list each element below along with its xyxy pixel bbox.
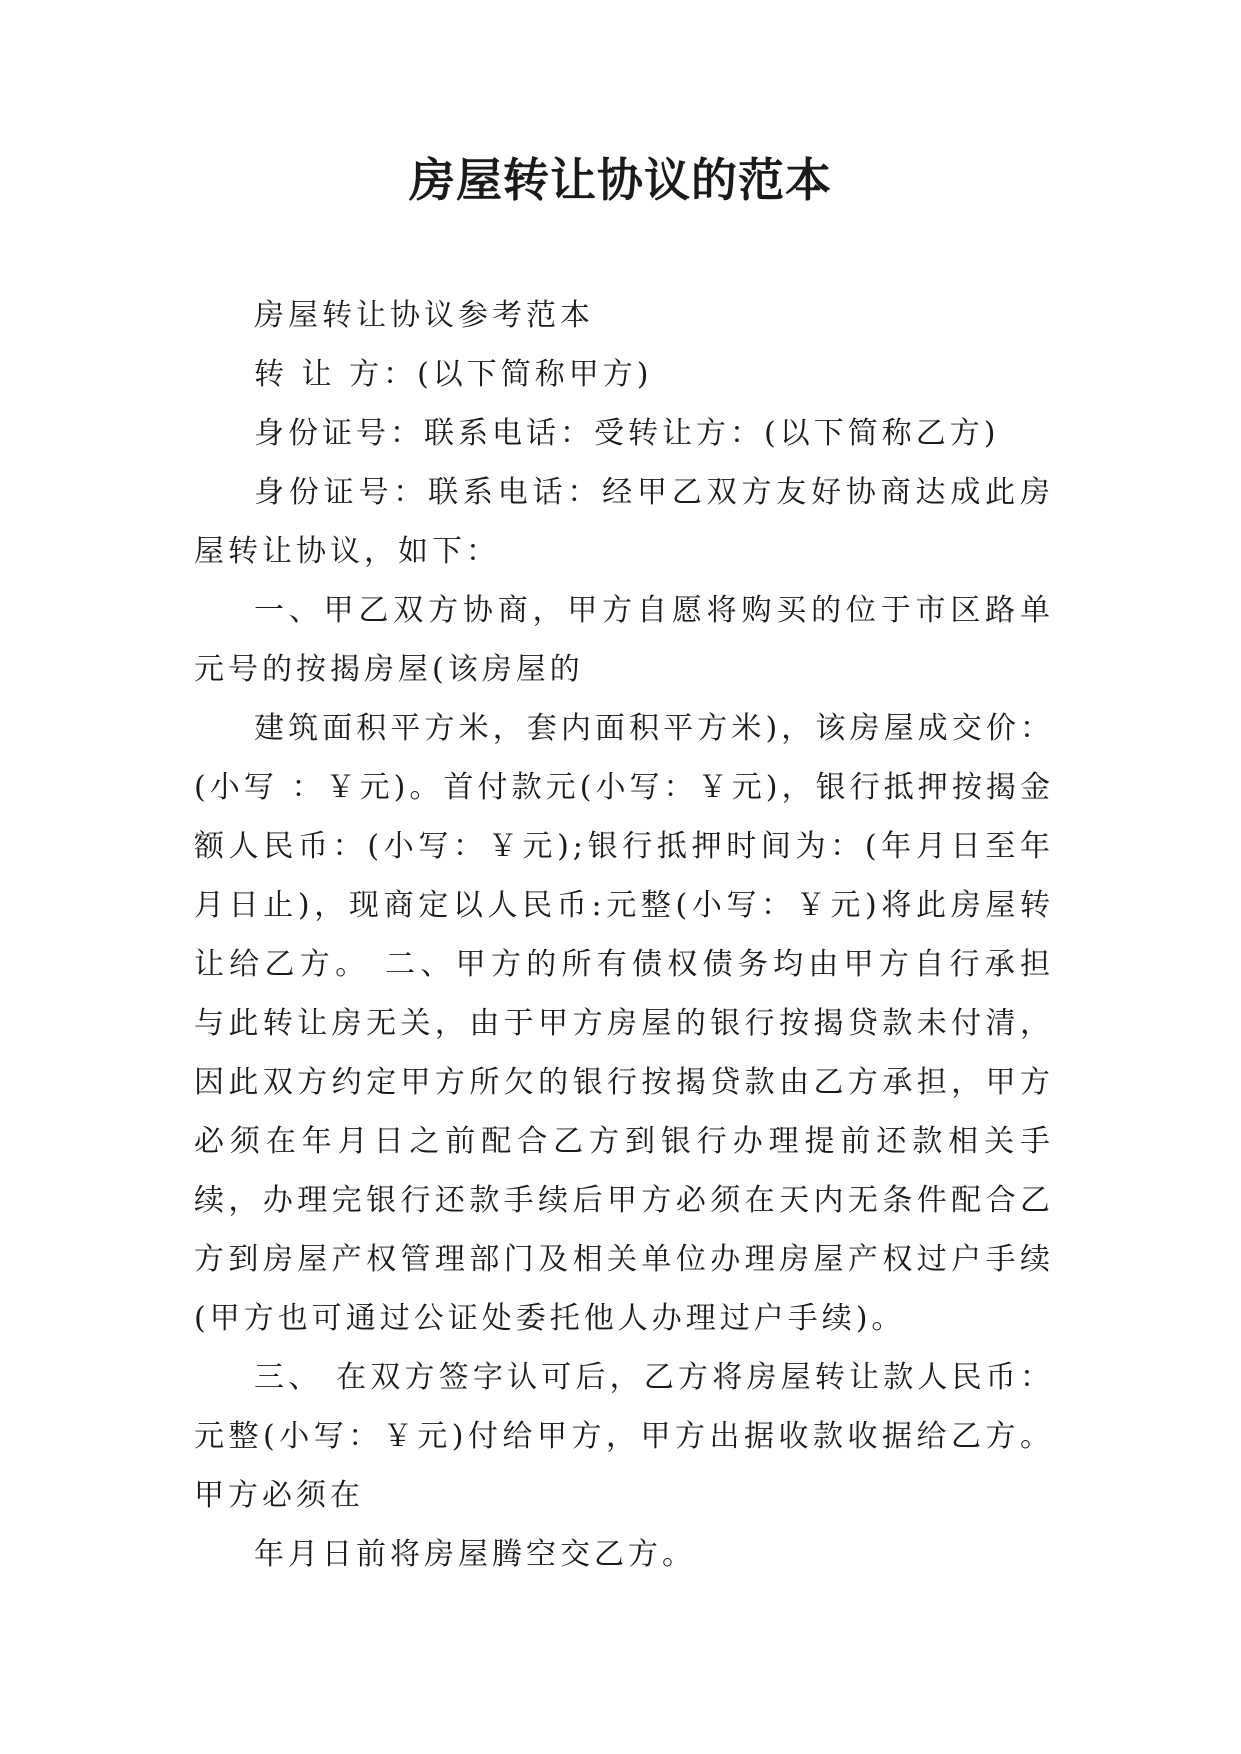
paragraph-clause-one-cont: 建筑面积平方米，套内面积平方米)，该房屋成交价：(小写 ：￥元)。首付款元(小写：￥元)，银行抵押按揭金额人民币：(小写：￥元);银行抵押时间为：(年月日至年月日止)，现商定以人民币:元整(小写：￥元)将此房屋转让给乙方。 二、甲方的所有债权债务均由甲方自行承担与此转让房无关，由于甲方房屋的银行按揭贷款未付清，因此双方约定甲方所欠的银行按揭贷款由乙方承担，甲方必须在年月日之前配合乙方到银行办理提前还款相关手续，办理完银行还款手续后甲方必须在天内无条件配合乙方到房屋产权管理部门及相关单位办理房屋产权过户手续(甲方也可通过公证处委托他人办理过户手续)。	[194, 711, 1054, 1336]
paragraph-heading: 房屋转让协议参考范本	[254, 298, 594, 333]
paragraph-vacate-date: 年月日前将房屋腾空交乙方。	[254, 1537, 696, 1572]
paragraph-transferor: 转 让 方：(以下简称甲方)	[254, 357, 653, 392]
paragraph-agreement-intro: 身份证号：联系电话：经甲乙双方友好协商达成此房屋转让协议，如下：	[194, 475, 1054, 569]
paragraph-transferee: 身份证号：联系电话：受转让方：(以下简称乙方)	[254, 416, 1000, 451]
paragraph-clause-one: 一、甲乙双方协商，甲方自愿将购买的位于市区路单元号的按揭房屋(该房屋的	[194, 593, 1054, 687]
paragraph-clause-three: 三、 在双方签字认可后，乙方将房屋转让款人民币：元整(小写：￥元)付给甲方，甲方出据收款收据给乙方。甲方必须在	[194, 1360, 1054, 1513]
document-title: 房屋转让协议的范本	[409, 153, 832, 207]
document-body	[194, 286, 1054, 1584]
